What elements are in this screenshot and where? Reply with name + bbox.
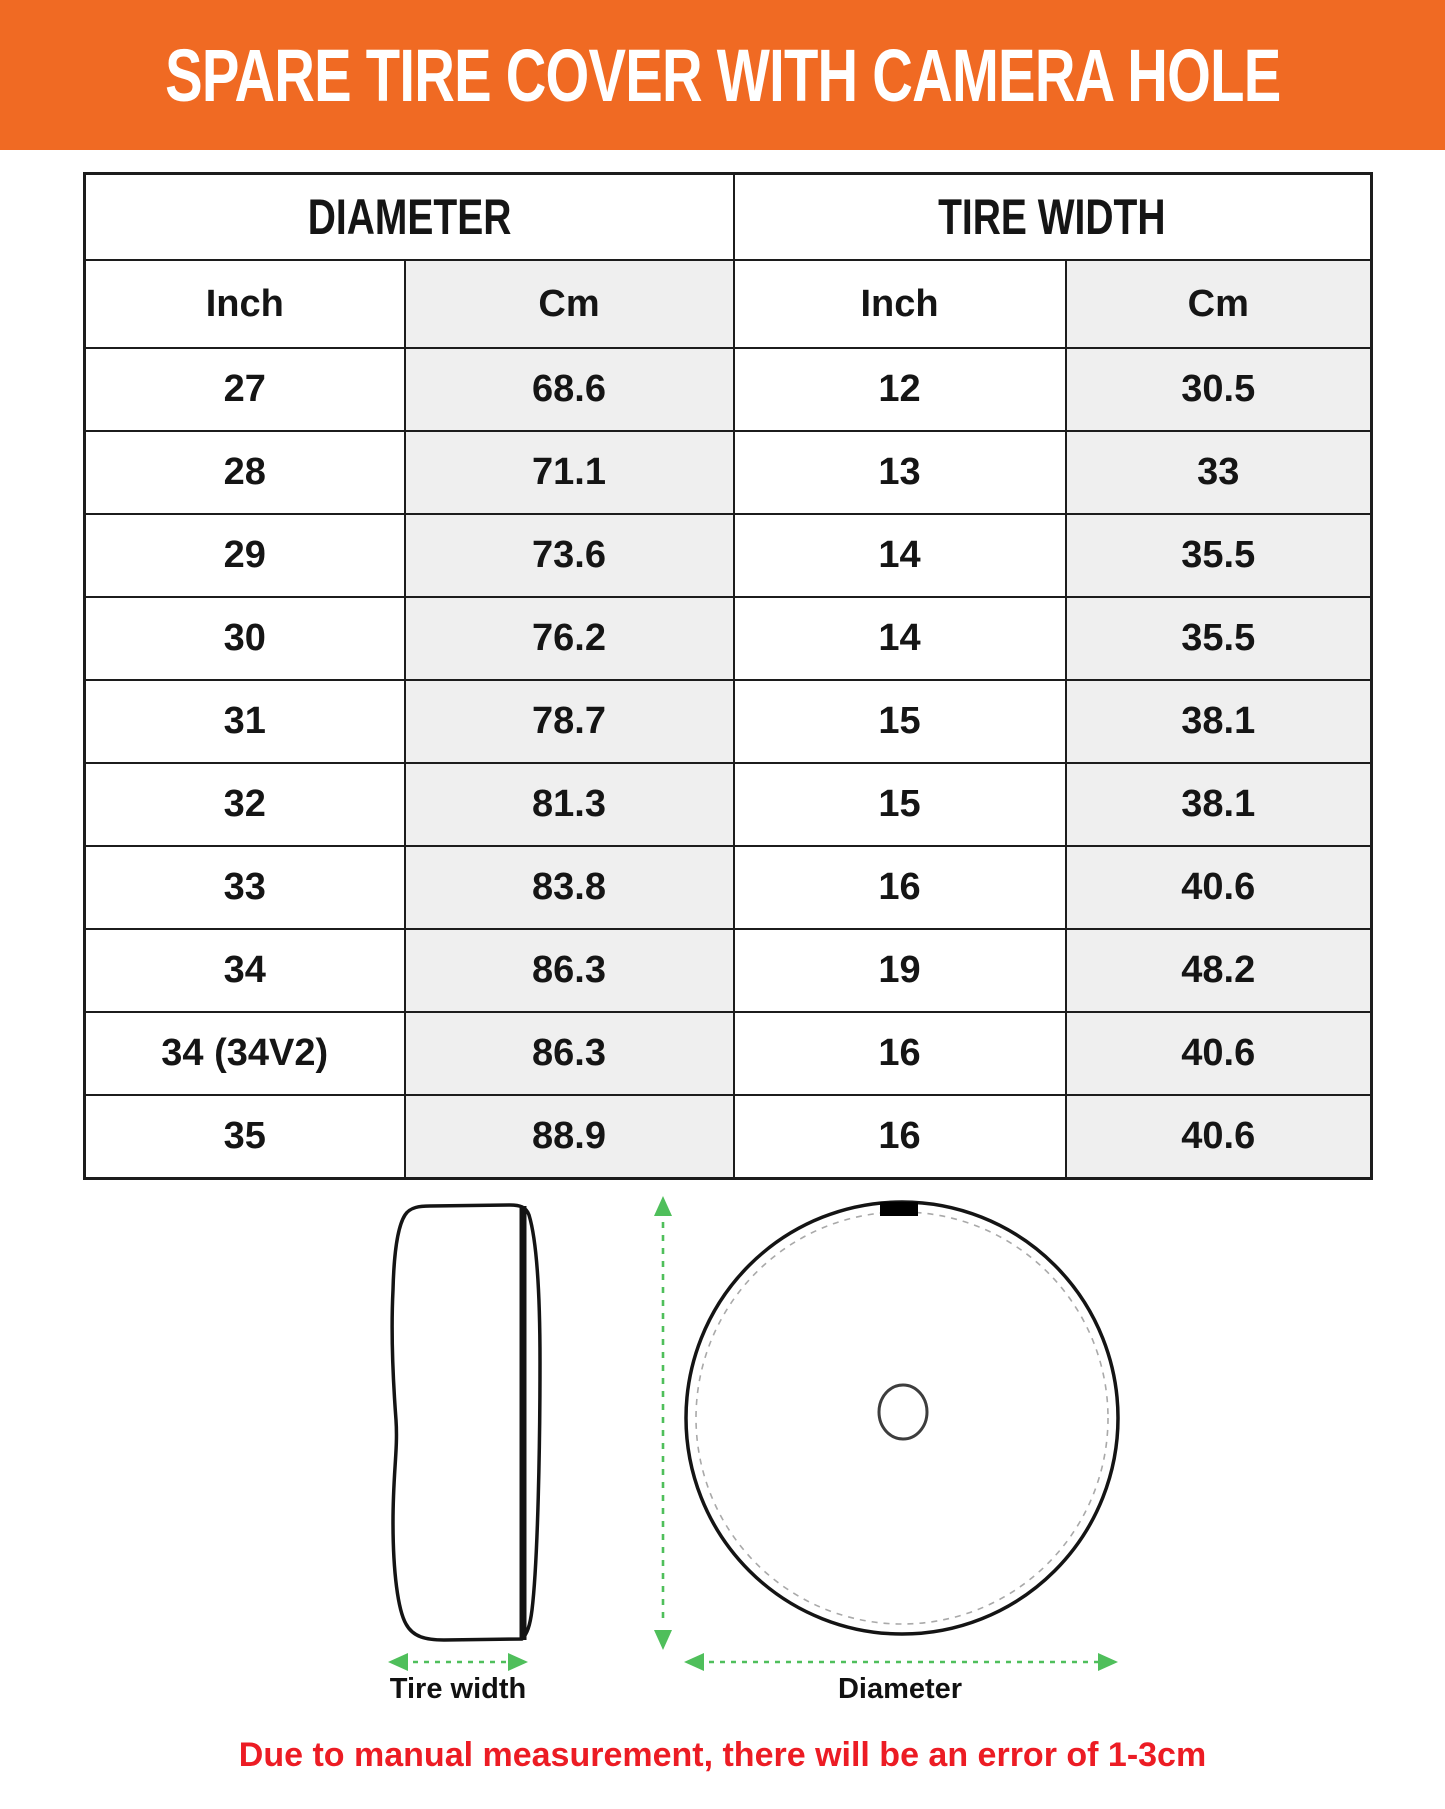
- page-title: SPARE TIRE COVER WITH CAMERA HOLE: [164, 33, 1281, 117]
- table-cell: 29: [85, 514, 405, 597]
- table-cell: 35.5: [1066, 597, 1372, 680]
- tire-width-label: Tire width: [389, 1673, 527, 1705]
- table-cell: 15: [734, 763, 1066, 846]
- group-header-diameter-label: DIAMETER: [307, 189, 512, 245]
- table-cell: 40.6: [1066, 1095, 1372, 1179]
- tire-width-arrow: [388, 1653, 528, 1671]
- table-cell: 88.9: [405, 1095, 734, 1179]
- height-arrow: [654, 1196, 672, 1650]
- table-cell: 28: [85, 431, 405, 514]
- table-cell: 34 (34V2): [85, 1012, 405, 1095]
- table-cell: 16: [734, 846, 1066, 929]
- table-cell: 12: [734, 348, 1066, 431]
- col-header-width-inch: Inch: [734, 260, 1066, 348]
- table-cell: 35: [85, 1095, 405, 1179]
- col-header-width-cm: Cm: [1066, 260, 1372, 348]
- table-cell: 38.1: [1066, 763, 1372, 846]
- table-cell: 15: [734, 680, 1066, 763]
- table-cell: 86.3: [405, 929, 734, 1012]
- group-header-tire-width-label: TIRE WIDTH: [938, 189, 1166, 245]
- table-cell: 68.6: [405, 348, 734, 431]
- table-cell: 16: [734, 1012, 1066, 1095]
- table-cell: 86.3: [405, 1012, 734, 1095]
- table-cell: 16: [734, 1095, 1066, 1179]
- top-notch-marker: [880, 1202, 918, 1216]
- table-cell: 81.3: [405, 763, 734, 846]
- table-cell: 30.5: [1066, 348, 1372, 431]
- table-cell: 38.1: [1066, 680, 1372, 763]
- col-header-diameter-inch: Inch: [85, 260, 405, 348]
- table-cell: 35.5: [1066, 514, 1372, 597]
- diameter-label: Diameter: [837, 1673, 963, 1705]
- table-cell: 33: [85, 846, 405, 929]
- col-header-diameter-cm: Cm: [405, 260, 734, 348]
- measurement-error-note: Due to manual measurement, there will be an error of 1-3cm: [238, 1736, 1207, 1774]
- table-cell: 27: [85, 348, 405, 431]
- table-cell: 78.7: [405, 680, 734, 763]
- table-cell: 14: [734, 597, 1066, 680]
- table-cell: 13: [734, 431, 1066, 514]
- table-cell: 40.6: [1066, 846, 1372, 929]
- diameter-arrow: [684, 1653, 1118, 1671]
- tire-side-outline: [392, 1205, 540, 1640]
- table-cell: 40.6: [1066, 1012, 1372, 1095]
- table-cell: 34: [85, 929, 405, 1012]
- table-cell: 71.1: [405, 431, 734, 514]
- table-cell: 33: [1066, 431, 1372, 514]
- table-cell: 19: [734, 929, 1066, 1012]
- table-cell: 14: [734, 514, 1066, 597]
- table-cell: 76.2: [405, 597, 734, 680]
- table-cell: 83.8: [405, 846, 734, 929]
- camera-hole-circle: [879, 1385, 927, 1439]
- table-cell: 32: [85, 763, 405, 846]
- table-cell: 30: [85, 597, 405, 680]
- table-cell: 48.2: [1066, 929, 1372, 1012]
- table-cell: 31: [85, 680, 405, 763]
- table-cell: 73.6: [405, 514, 734, 597]
